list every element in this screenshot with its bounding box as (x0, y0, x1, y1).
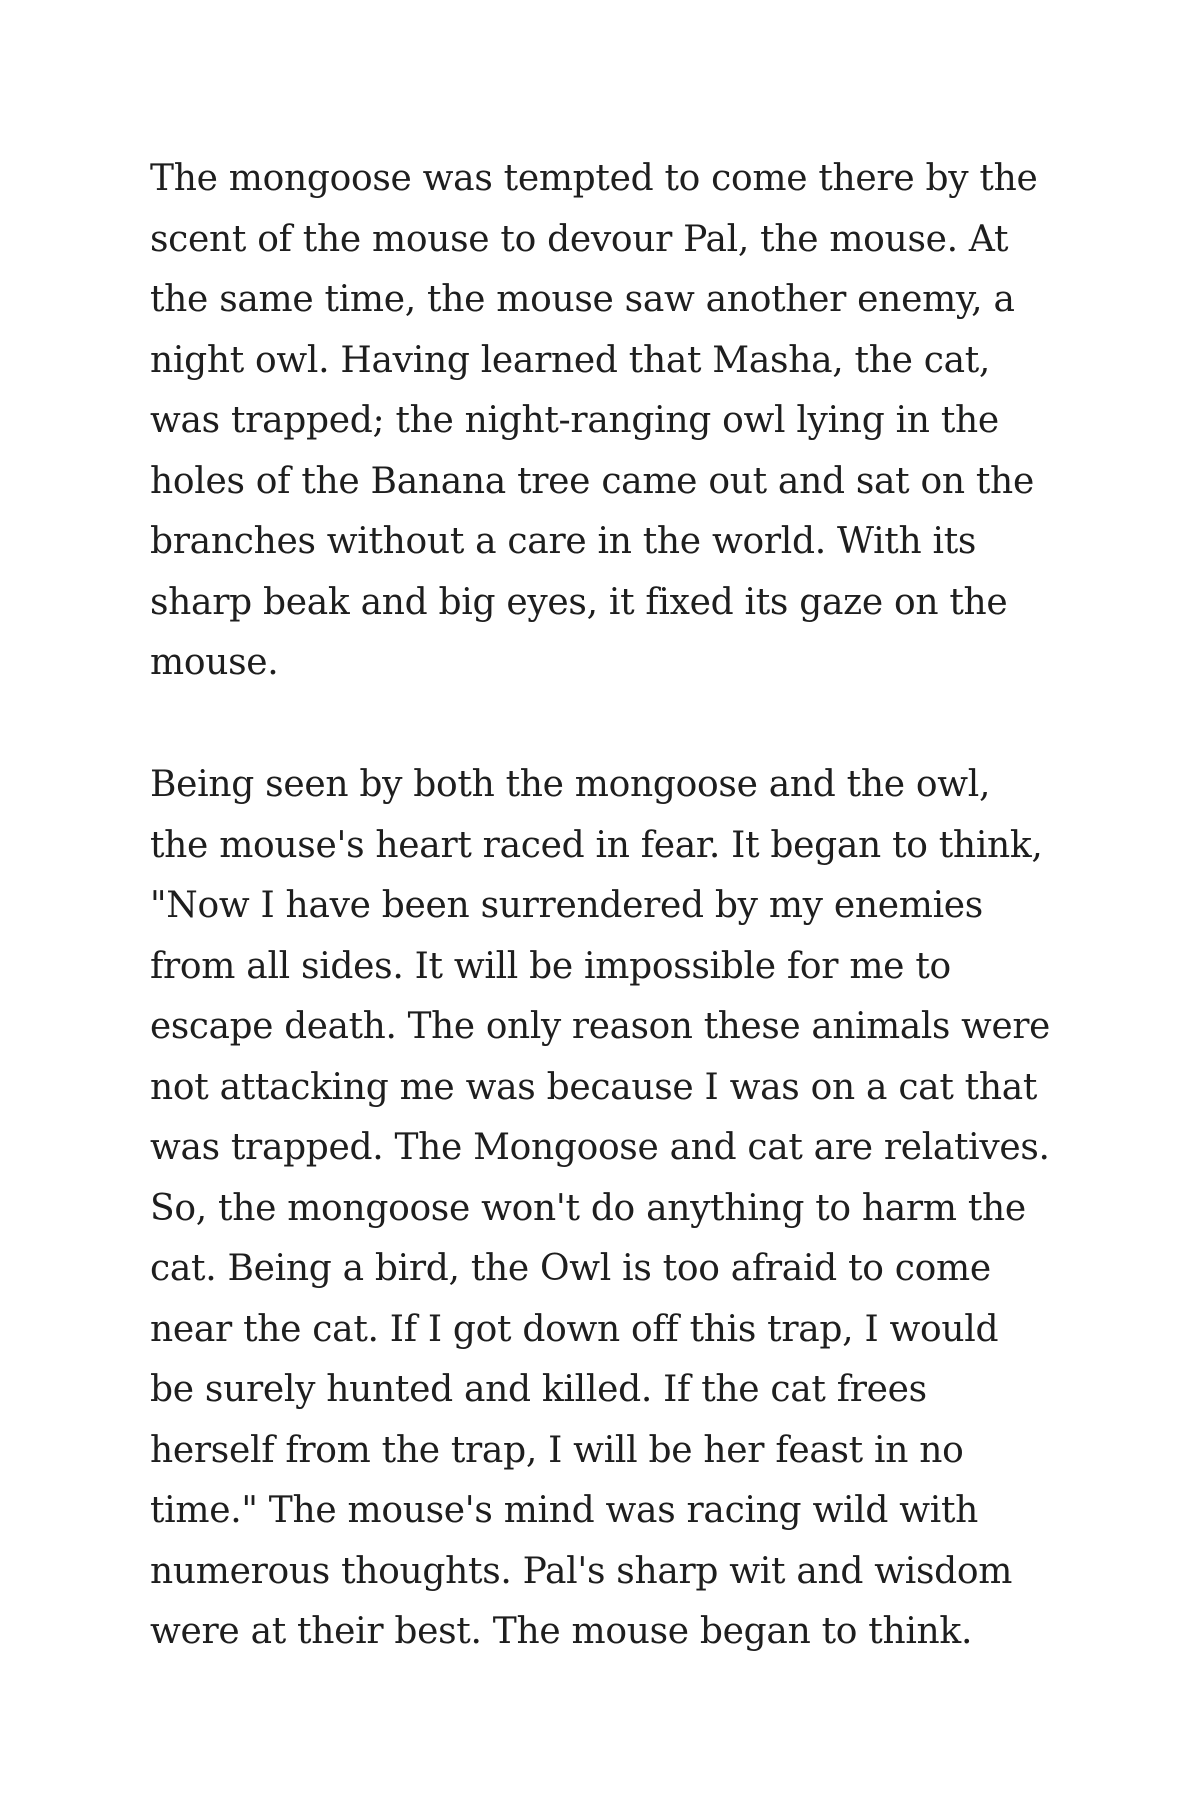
paragraph-2 (150, 755, 1050, 1663)
text-line: were at their best. The mouse began to think. (150, 1611, 973, 1652)
text-line: herself from the trap, I will be her feast in no (150, 1429, 964, 1471)
text-line: near the cat. If I got down off this trap, I would (150, 1308, 999, 1350)
text-line: mouse. (150, 642, 279, 683)
text-line: time." The mouse's mind was racing wild with (150, 1490, 979, 1531)
paragraph-1 (150, 149, 1050, 694)
text-line: the mouse's heart raced in fear. It began to think, (150, 824, 1043, 866)
text-line: scent of the mouse to devour Pal, the mouse. At (150, 218, 1009, 260)
text-line: branches without a care in the world. With its (150, 521, 977, 562)
text-line: was trapped. The Mongoose and cat are relatives. (150, 1127, 1050, 1168)
text-line: holes of the Banana tree came out and sat on the (150, 460, 1034, 502)
text-line: not attacking me was because I was on a cat that (150, 1066, 1038, 1108)
text-line: the same time, the mouse saw another enemy, a (150, 279, 1015, 320)
text-line: Being seen by both the mongoose and the owl, (150, 764, 991, 805)
text-line: The mongoose was tempted to come there by the (150, 158, 1038, 199)
text-line: was trapped; the night-ranging owl lying in the (150, 400, 999, 441)
text-line: So, the mongoose won't do anything to harm the (150, 1187, 1026, 1229)
text-line: escape death. The only reason these animals were (150, 1006, 1051, 1047)
text-line: cat. Being a bird, the Owl is too afraid to come (150, 1248, 991, 1289)
text-line: night owl. Having learned that Masha, the cat, (150, 339, 991, 381)
text-line: be surely hunted and killed. If the cat frees (150, 1369, 927, 1410)
text-line: from all sides. It will be impossible for me to (150, 945, 951, 987)
text-line: sharp beak and big eyes, it fixed its gaze on the (150, 581, 1008, 623)
text-line: "Now I have been surrendered by my enemies (150, 885, 983, 926)
text-line: numerous thoughts. Pal's sharp wit and wisdom (150, 1550, 1013, 1592)
